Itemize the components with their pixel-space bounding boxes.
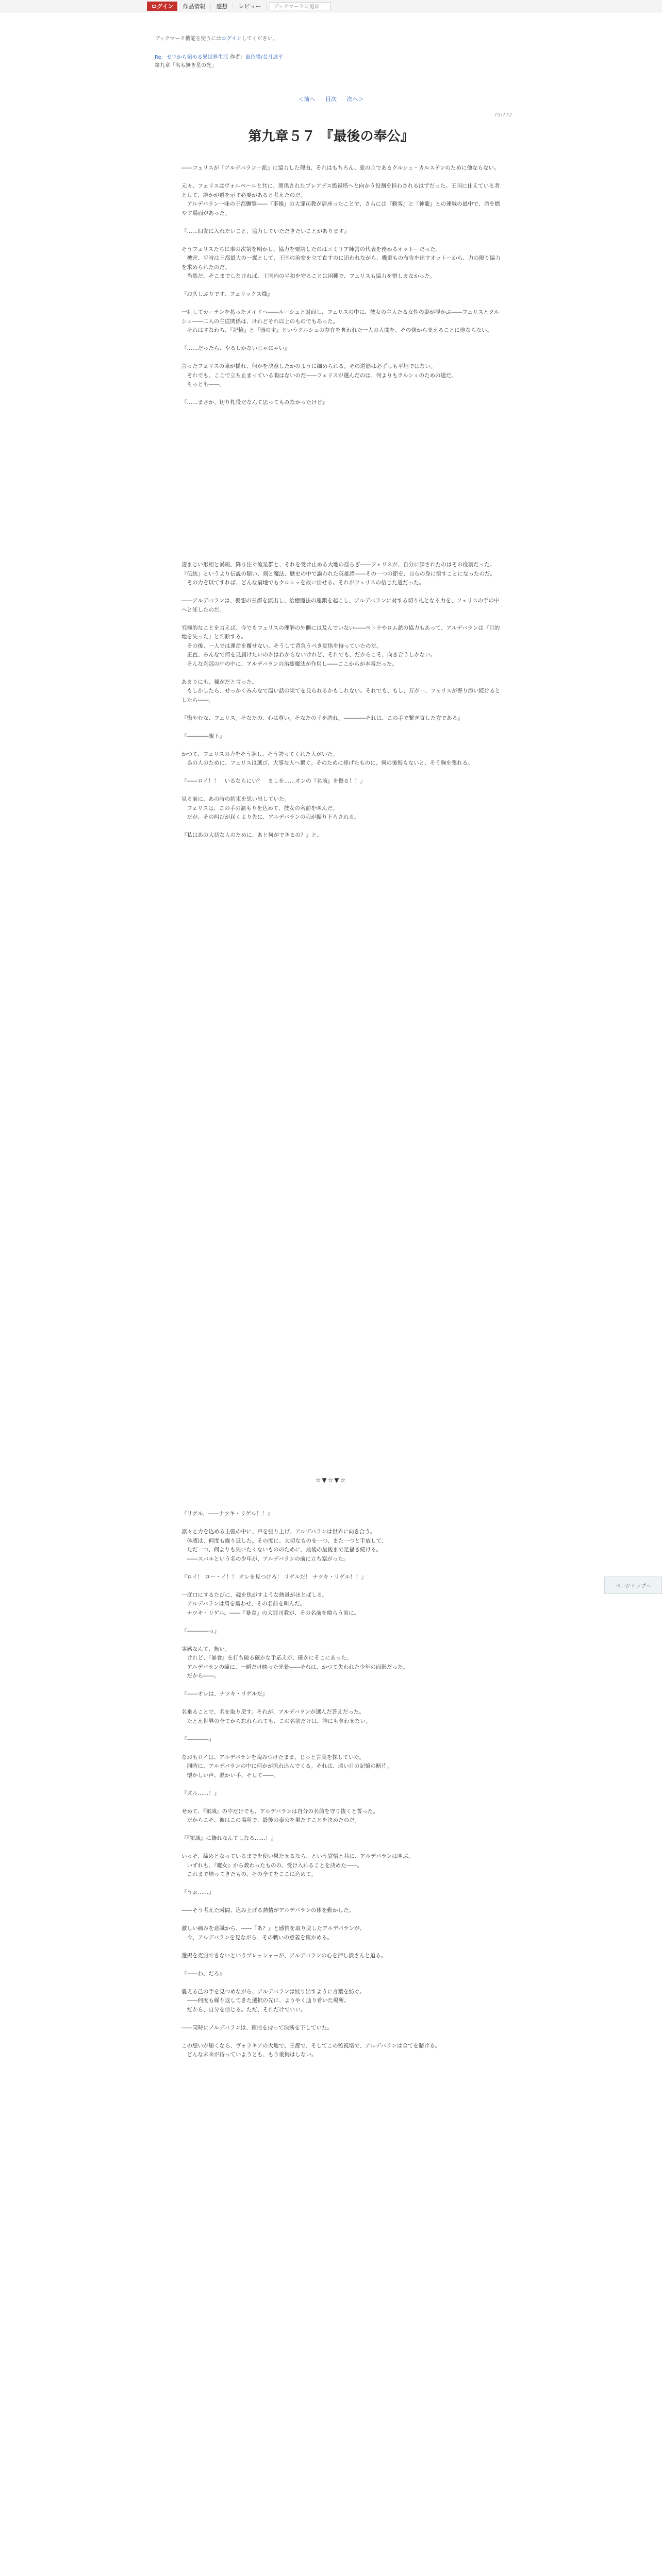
paragraph: 震える己の手を見つめながら、アルデバランは絞り出すように言葉を紡ぐ。 xyxy=(181,1988,365,1995)
paragraph: 究極的なことを言えば、今でもフェリスの理解の外側には及んでいない――ペトラやロム爺の協力もあって、アルデバランは『目的地を失った』と判断する。 xyxy=(181,624,500,640)
paragraph xyxy=(181,1825,501,1835)
paragraph xyxy=(181,2032,501,2042)
section-2 xyxy=(181,561,501,840)
paragraph: 正直、みんなで何を見届けたいのかはわからないけれど、それでも、だからこそ、向き合うしかない。 xyxy=(181,652,436,658)
paragraph: いずれも、『魔女』から教わったものの、受け入れることを決めた――。 xyxy=(181,1862,363,1869)
author-prefix: 作者： xyxy=(228,55,245,60)
author-link[interactable]: 鼠色猫/長月達平 xyxy=(245,55,284,60)
paragraph xyxy=(181,218,501,227)
paragraph xyxy=(181,2014,501,2024)
section-3 xyxy=(181,1510,501,2060)
paragraph: それでも、ここで立ち止まっている暇はないのだ――フェリスが選んだのは、何よりもクルシュのための道だ。 xyxy=(181,372,457,379)
toc-link[interactable]: 目次 xyxy=(325,96,337,103)
paragraph: 『悔やむな、フェリス。そなたの、心は尊い。そなたの子を誇れ。――――それは、この手で繋ぎ直した方である』 xyxy=(181,715,463,721)
paragraph: 当然だ。そこまでしなければ、王国内の平和を守ることは困難で、フェリスも協力を惜しまなかった。 xyxy=(181,273,436,279)
paragraph xyxy=(181,389,501,399)
prev-link[interactable]: ＜前へ xyxy=(298,96,316,103)
bookmark-notice xyxy=(155,34,278,42)
paragraph: フェリスは、この手の温もりを込めて、彼女の名前を叫んだ。 xyxy=(181,805,338,811)
paragraph: もっとも――。 xyxy=(181,381,225,387)
paragraph: だが、その叫びが届くより先に、アルデバランの刃が振り下ろされる。 xyxy=(181,814,360,820)
paragraph: 選択を克服できないというプレッシャーが、アルデバランの心を押し潰さんと迫る。 xyxy=(181,1952,387,1959)
paragraph: アルデバランの瞳に、一瞬だけ映った光景――それは、かつて失われた少年の面影だった。 xyxy=(181,1664,408,1670)
paragraph xyxy=(181,1519,501,1528)
paragraph xyxy=(181,1564,501,1573)
paragraph: ただ一つ、何よりも失いたくないもののために、最後の最後まで足掻き続ける。 xyxy=(181,1547,382,1553)
nav-item-impressions[interactable]: 感想 xyxy=(211,3,233,10)
paragraph: あの人のために、フェリスは選び、大事な人へ繋ぐ。そのために捧げたものに、何の後悔もないと、そう胸を張れる。 xyxy=(181,760,473,766)
paragraph: 懐かしい声、温かい手、そして――。 xyxy=(181,1772,279,1778)
paragraph xyxy=(181,299,501,309)
pager-top xyxy=(0,95,662,103)
paragraph: ――同時にアルデバランは、確信を持って決断を下していた。 xyxy=(181,2024,333,2031)
paragraph xyxy=(181,1916,501,1925)
next-link[interactable]: 次へ＞ xyxy=(346,96,364,103)
paragraph xyxy=(181,822,501,832)
paragraph: だから、自分を信じる。ただ、それだけでいい。 xyxy=(181,2006,306,2013)
series-title-link[interactable]: Re：ゼロから始める異世界生活 xyxy=(155,55,228,60)
paragraph: ――アルデバランは、仮想の王都を演出し、治癒魔法の連鎖を起こし、アルデバランに対する切り札となる力を、フェリスの手の中へと託したのだ。 xyxy=(181,598,500,613)
paragraph xyxy=(181,1636,501,1645)
paragraph: あまりにも、種がだと言った。 xyxy=(181,679,257,685)
paragraph xyxy=(181,1960,501,1970)
paragraph: ――そう考えた瞬間、込み上げる熱情がアルデバランの体を動かした。 xyxy=(181,1907,354,1913)
paragraph: これまで培ってきたもの、その全てをここに込めて。 xyxy=(181,1871,317,1877)
paragraph: 『私はあの大切な人のために、あと何ができるの？』と。 xyxy=(181,832,322,838)
paragraph: 『『領域』に飾れなんてしなる……！』 xyxy=(181,1835,276,1841)
paragraph xyxy=(181,768,501,777)
paragraph: 凛々と力を込める主張の中に、声を張り上げ、アルデバランは世界に向き合う。 xyxy=(181,1529,376,1535)
paragraph: せめて、『領域』の中だけでも、アルデバランは自分の名前を守り抜くと誓った。 xyxy=(181,1808,378,1815)
notice-suffix: してください。 xyxy=(241,36,278,42)
paragraph: かつて、フェリスの力をそう評し、そう誇ってくれた人がいた。 xyxy=(181,751,338,757)
paragraph xyxy=(181,705,501,714)
paragraph: 『……旧友に入れたいこと、協力していただきたいことがあります』 xyxy=(181,228,350,234)
chapter-number: 75/772 xyxy=(494,112,512,118)
paragraph: 『うぉ……』 xyxy=(181,1889,214,1895)
section-1 xyxy=(181,164,501,408)
paragraph: 被害、平時は王都最大の一翼として、王国の治安を立て直すのに追われながら、幾重もの布告を出すオットーから、力の限り協力を求められたのだ。 xyxy=(181,255,501,270)
chapter-title: 第九章５７ 『最後の奉公』 xyxy=(248,129,414,144)
paragraph: その後、一人では運命を覆せない、そうして背負うべき覚悟を持っていたのだ。 xyxy=(181,642,382,649)
login-button[interactable]: ログイン xyxy=(147,2,177,11)
paragraph: 名乗ることで、名を取り戻す。それが、アルデバランが選んだ答えだった。 xyxy=(181,1709,365,1715)
paragraph: ナツキ・リゲル。――『暴食』の大罪司教が、その名前を喰らう前に。 xyxy=(181,1609,360,1616)
paragraph: 一度口にするたびに、魂を焦がすような熱量がほとばしる。 xyxy=(181,1591,328,1598)
paragraph xyxy=(181,615,501,624)
paragraph: ――フェリスが『アルデバラン一派』に協力した理由、それはもちろん、愛の主であるクルシュ・カルステンのために他ならない。 xyxy=(181,165,500,171)
paragraph: ――何度も繰り返してきた選択の先に、ようやく辿り着いた場所。 xyxy=(181,1997,350,2004)
paragraph xyxy=(181,588,501,597)
paragraph: 『――――っ』 xyxy=(181,1628,220,1634)
paragraph xyxy=(181,1681,501,1690)
paragraph: 『――――』 xyxy=(181,1736,214,1742)
paragraph: アルデバランは肩を震わせ、その名前を叫んだ。 xyxy=(181,1601,306,1607)
paragraph: 『……まさか、切り札役だなんて思ってもみなかったけど』 xyxy=(181,399,328,405)
paragraph: 『――ロイ！！ いるならにい？ ましを……オンの『名前』を傷る！！』 xyxy=(181,778,366,784)
paragraph xyxy=(181,1726,501,1735)
paragraph: 『――――親下』 xyxy=(181,733,225,739)
paragraph: 『ズル……！』 xyxy=(181,1790,220,1797)
paragraph: 言ったフェリスの瞳が揺れ、何かを決意したかのように細められる。その道筋は必ずしも平坦ではない。 xyxy=(181,363,436,369)
paragraph: 見る前に、あの時の約束を思い出していた。 xyxy=(181,796,290,802)
paragraph xyxy=(181,786,501,795)
breadcrumb xyxy=(155,54,283,70)
paragraph: ――スバルという名の少年が、アルデバランの前に立ち塞がった。 xyxy=(181,1555,349,1562)
paragraph xyxy=(181,1843,501,1853)
paragraph: 同時に、アルデバランの中に何かが流れ込んでくる。それは、遠い日の記憶の断片。 xyxy=(181,1763,392,1769)
bookmark-add-button[interactable]: ブックマークに追加 xyxy=(270,2,330,10)
paragraph: 『――オレは、ナツキ・リゲルだ』 xyxy=(181,1691,268,1697)
paragraph: 『お久しぶりです、フェリックス様』 xyxy=(181,291,273,297)
top-bar xyxy=(0,0,662,12)
paragraph xyxy=(181,1780,501,1789)
notice-login-link[interactable]: ログイン xyxy=(221,36,242,42)
paragraph: なおもロイは、アルデバランを睨みつけたまま、じっと言葉を探していた。 xyxy=(181,1754,365,1760)
paragraph xyxy=(181,1798,501,1807)
paragraph: 『――わ、だろ』 xyxy=(181,1970,225,1977)
paragraph: 実感なんて、無い。 xyxy=(181,1646,230,1652)
paragraph xyxy=(181,1699,501,1708)
paragraph xyxy=(181,173,501,182)
paragraph: 凄まじい形相と暴風、降り注ぐ流星群と、それを受け止める大地の揺らぎ――フェリスが、自分に課されたのはその役割だった。 xyxy=(181,562,495,568)
paragraph: その力を以てすれば、どんな窮地でもクルシュを救い出せる。それがフェリスの信じた道だった。 xyxy=(181,580,424,586)
chapter-arc-label: 第九章「名も無き星の光」 xyxy=(155,63,217,69)
paragraph: そんな刹那の中の中に、アルデバランの治癒魔法が作用し――ここからが本番だった。 xyxy=(181,660,398,667)
paragraph: けれど、『暴食』を打ち破る確かな手応えが、確かにそこにあった。 xyxy=(181,1655,352,1661)
page-top-button[interactable]: ページトップへ xyxy=(604,1577,662,1594)
paragraph: 激しい痛みを意識から、――『あ？』と感情を取り戻したアルデバランが、 xyxy=(181,1925,365,1931)
paragraph: アルデバラン一味の王都襲撃――『事後』の大罪司教が居座ったことで、さらには『刺客』と『神龍』との連戦の最中で、命を燃やす場面があった。 xyxy=(181,201,501,216)
paragraph: たとえ世界の全てから忘れられても、この名前だけは、誰にも奪わせない。 xyxy=(181,1718,371,1724)
paragraph xyxy=(181,1582,501,1591)
paragraph: この想いが届くなら、ヴォラキアの大地で、王都で、そしてこの監視塔で、アルデバランは全てを賭ける。 xyxy=(181,2042,440,2049)
scene-divider: ☆▼☆▼☆ xyxy=(315,1477,347,1484)
paragraph xyxy=(181,1618,501,1627)
paragraph xyxy=(181,236,501,245)
paragraph xyxy=(181,723,501,732)
paragraph: 体感は、何度も繰り返した。その度に、大切なものを一つ、また一つと手放して、 xyxy=(181,1537,387,1544)
paragraph: 今、アルデバランを見ながら、その戦いの意義を確かめる。 xyxy=(181,1934,333,1941)
notice-text: ブックマーク機能を使うには xyxy=(155,36,222,42)
paragraph: 『伝統』というより伝説の類い、剣と魔法、歴史の中で謳われた英雄譚――その一つの節を、自らの身に宿すことになったのだ。 xyxy=(181,570,495,577)
paragraph: いっそ、締めとなっているまでを使い果たせるなら、という覚悟と共に、アルデバランは叫ぶ。 xyxy=(181,1853,414,1859)
paragraph xyxy=(181,669,501,678)
paragraph xyxy=(181,281,501,291)
paragraph: それはすなわち、『記憶』と『器の主』というクルシュの存在を奪われた一人の人間を、その側から支えることに他ならない。 xyxy=(181,327,492,333)
paragraph xyxy=(181,335,501,345)
paragraph xyxy=(181,1942,501,1952)
paragraph xyxy=(181,1897,501,1907)
nav-item-reviews[interactable]: レビュー xyxy=(233,3,267,10)
paragraph xyxy=(181,353,501,363)
paragraph: 『ロイ！ ロー・イ！！ オレを見つけろ！ リゲルだ！ ナツキ・リゲル！！』 xyxy=(181,1573,367,1580)
paragraph: 一礼してカーテンを払ったメイドへ――ルーシュと対面し、フェリスの中に、彼女の主人たる女性の姿が浮かぶ――フェリスとクルシュ――二人の主従関係は、けれどそれ以上のものでもあった。 xyxy=(181,309,500,325)
paragraph: 『リゲル、――ナツキ・リゲル！！』 xyxy=(181,1511,273,1517)
paragraph: 『……だったら、やるしかないじゃにゃい』 xyxy=(181,345,290,351)
paragraph: だからこそ、彼はこの場所で、最後の奉公を果たすことを決めたのだ。 xyxy=(181,1817,360,1823)
paragraph xyxy=(181,1879,501,1889)
paragraph: そうフェリスたちに事の次第を明かし、協力を要請したのはエミリア陣営の代表を務めるオットーだった。 xyxy=(181,246,441,252)
paragraph: だから――。 xyxy=(181,1673,220,1679)
paragraph xyxy=(181,1978,501,1988)
paragraph: もしかしたら、せっかくみんなで温い話の果てを見られるかもしれない。それでも、もし、万が一、フェリスが寄り添い続けるとしたら――。 xyxy=(181,688,501,703)
paragraph: 元々、フェリスはヴォルペールと共に、関係されたプレアデス監視塔へと向かう役割を担わされるはずだった。王国に仕えている者として、誰かが道を示す必要があると考えたのだ。 xyxy=(181,183,500,198)
paragraph: どんな未来が待っていようとも、もう後悔はしない。 xyxy=(181,2052,317,2058)
nav-item-work-info[interactable]: 作品情報 xyxy=(177,3,211,10)
paragraph xyxy=(181,741,501,750)
paragraph xyxy=(181,1744,501,1753)
